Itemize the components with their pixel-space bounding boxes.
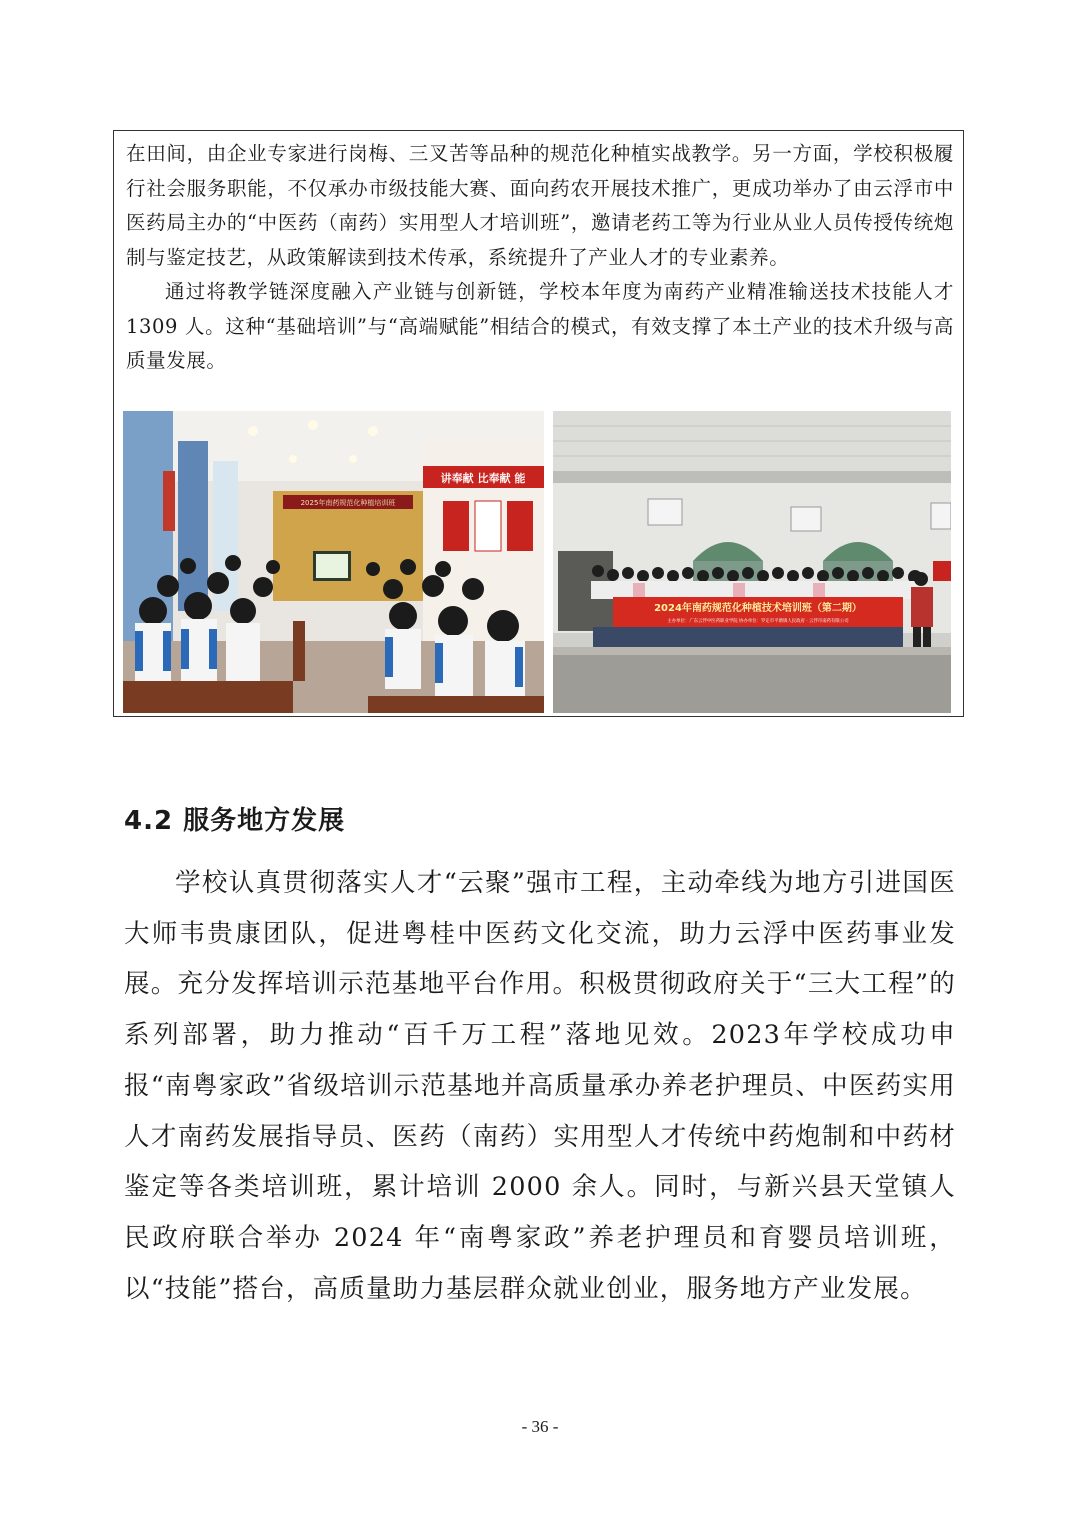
stage-banner-text: 2025年南药规范化种植培训班 [300,499,396,507]
page-number: - 36 - [521,1417,559,1436]
box-paragraph-1: 在田间，由企业专家进行岗梅、三叉苦等品种的规范化种植实战教学。另一方面，学校积极履行社会服务职能，不仅承办市级技能大赛、面向药农开展技术推广，更成功举办了由云浮市中医药局主办的“中医药（南药）实用型人才培训班”，邀请老药工等为行业从业人员传授传统炮制与鉴定技艺，从政策解读到技术传承，系统提升了产业人才的专业素养。 [126,142,954,269]
highlight-box [113,130,964,717]
group-banner-subtitle: 主办单位：广东云浮中医药职业学院 协办单位：罗定市平塘镇人民政府 · 云浮市南药有限公司 [667,619,849,624]
box-text [126,137,954,379]
section-heading: 4.2 服务地方发展 [124,806,346,836]
wall-slogan-text: 讲奉献 比奉献 能 [440,472,526,485]
section-body: 学校认真贯彻落实人才“云聚”强市工程，主动牵线为地方引进国医大师韦贵康团队，促进粤桂中医药文化交流，助力云浮中医药事业发展。充分发挥培训示范基地平台作用。积极贯彻政府关于“三大工程”的系列部署，助力推动“百千万工程”落地见效。2023年学校成功申报“南粤家政”省级培训示范基地并高质量承办养老护理员、中医药实用人才南药发展指导员、医药（南药）实用型人才传统中药炮制和中药材鉴定等各类培训班，累计培训 2000 余人。同时，与新兴县天堂镇人民政府联合举办 2024 年“南粤家政”养老护理员和育婴员培训班，以“技能”搭台，高质量助力基层群众就业创业，服务地方产业发展。 [124,868,956,1304]
classroom-photo [123,411,544,713]
box-paragraph-2: 通过将教学链深度融入产业链与创新链，学校本年度为南药产业精准输送技术技能人才 1309 人。这种“基础培训”与“高端赋能”相结合的模式，有效支撑了本土产业的技术升级与高质量发展。 [126,280,954,372]
group-photo [553,411,951,713]
group-banner-title: 2024年南药规范化种植技术培训班（第二期） [654,603,862,614]
